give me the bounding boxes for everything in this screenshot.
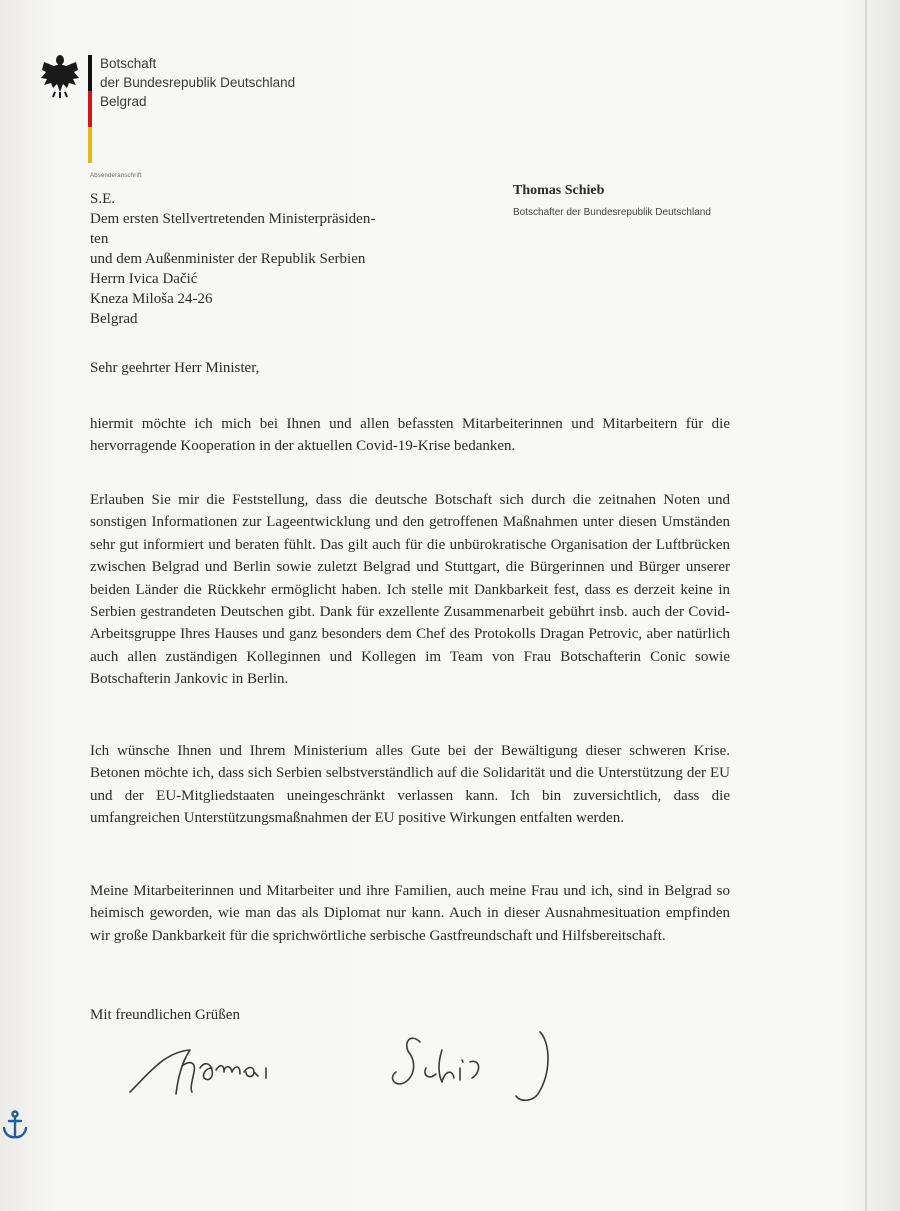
recipient-line: S.E. [90, 191, 116, 207]
return-address-label: Absenderanschrift [90, 173, 142, 179]
letterhead-line-2: der Bundesrepublik Deutschland [100, 75, 296, 90]
body-paragraph: Meine Mitarbeiterinnen und Mitarbeiter und ihre Familien, auch meine Frau und ich, sind in Belgrad so heimisch geworden, wie man das als Diplomat nur kann. Auch in dieser Ausnahmesituation empfinden wir große Dankbarkeit für die sprichwörtliche serbische Gastfreundschaft und Hilfsbereitschaft. [90, 883, 730, 944]
recipient-line: Dem ersten Stellvertretenden Ministerpräsiden- [90, 211, 376, 227]
body-paragraph: Ich wünsche Ihnen und Ihrem Ministerium alles Gute bei der Bewältigung dieser schweren Krise. Betonen möchte ich, dass sich Serbien selbstverständlich auf die Solidarität und die Unterstützung der EU und der EU-Mitgliedstaaten uneingeschränkt verlassen kann. Ich bin zuversichtlich, dass die umfangreichen Unterstützungsmaßnahmen der EU positive Wirkungen entfalten werden. [90, 743, 730, 827]
letterhead [100, 54, 295, 111]
recipient-address [90, 189, 375, 329]
recipient-line: und dem Außenminister der Republik Serbien [90, 251, 366, 267]
recipient-line: Belgrad [90, 311, 138, 327]
body-paragraph: hiermit möchte ich mich bei Ihnen und allen befassten Mitarbeiterinnen und Mitarbeitern für die hervorragende Kooperation in der aktuellen Covid-19-Krise bedanken. [90, 416, 730, 455]
letterhead-line-3: Belgrad [100, 94, 147, 109]
closing: Mit freundlichen Grüßen [90, 1007, 240, 1023]
sender-title: Botschafter der Bundesrepublik Deutschland [513, 207, 711, 218]
recipient-line: Kneza Miloša 24-26 [90, 291, 213, 307]
scan-edge-line [865, 0, 867, 1211]
handwritten-signature [120, 1022, 590, 1112]
recipient-line: Herrn Ivica Dačić [90, 271, 198, 287]
body-paragraph: Erlauben Sie mir die Feststellung, dass die deutsche Botschaft sich durch die zeitnahen Noten und sonstigen Informationen zur Lageentwicklung und den getroffenen Maßnahmen unter diesen Umständen sehr gut informiert und beraten fühlt. Das gilt auch für die unbürokratische Organisation der Luftbrücken zwischen Belgrad und Berlin sowie zuletzt Belgrad und Stuttgart, die Bürgerinnen und Bürger unserer beiden Länder die Rückkehr ermöglicht haben. Ich stelle mit Dankbarkeit fest, dass es derzeit keine in Serbien gestrandeten Deutschen gibt. Dank für exzellente Zusammenarbeit gebührt insb. auch der Covid-Arbeitsgruppe Ihres Hauses und ganz besonders dem Chef des Protokolls Dragan Petrovic, aber natürlich auch allen zuständigen Kolleginnen und Kollegen im Team von Frau Botschafterin Conic sowie Botschafterin Jankovic in Berlin. [90, 492, 730, 688]
sender-name: Thomas Schieb [513, 183, 605, 198]
sender-block [513, 183, 711, 218]
letterhead-line-1: Botschaft [100, 56, 157, 71]
recipient-line: ten [90, 231, 109, 247]
salutation: Sehr geehrter Herr Minister, [90, 360, 260, 376]
anchor-icon [2, 1110, 28, 1140]
flag-stripe [88, 55, 92, 163]
federal-eagle-icon [40, 52, 80, 98]
